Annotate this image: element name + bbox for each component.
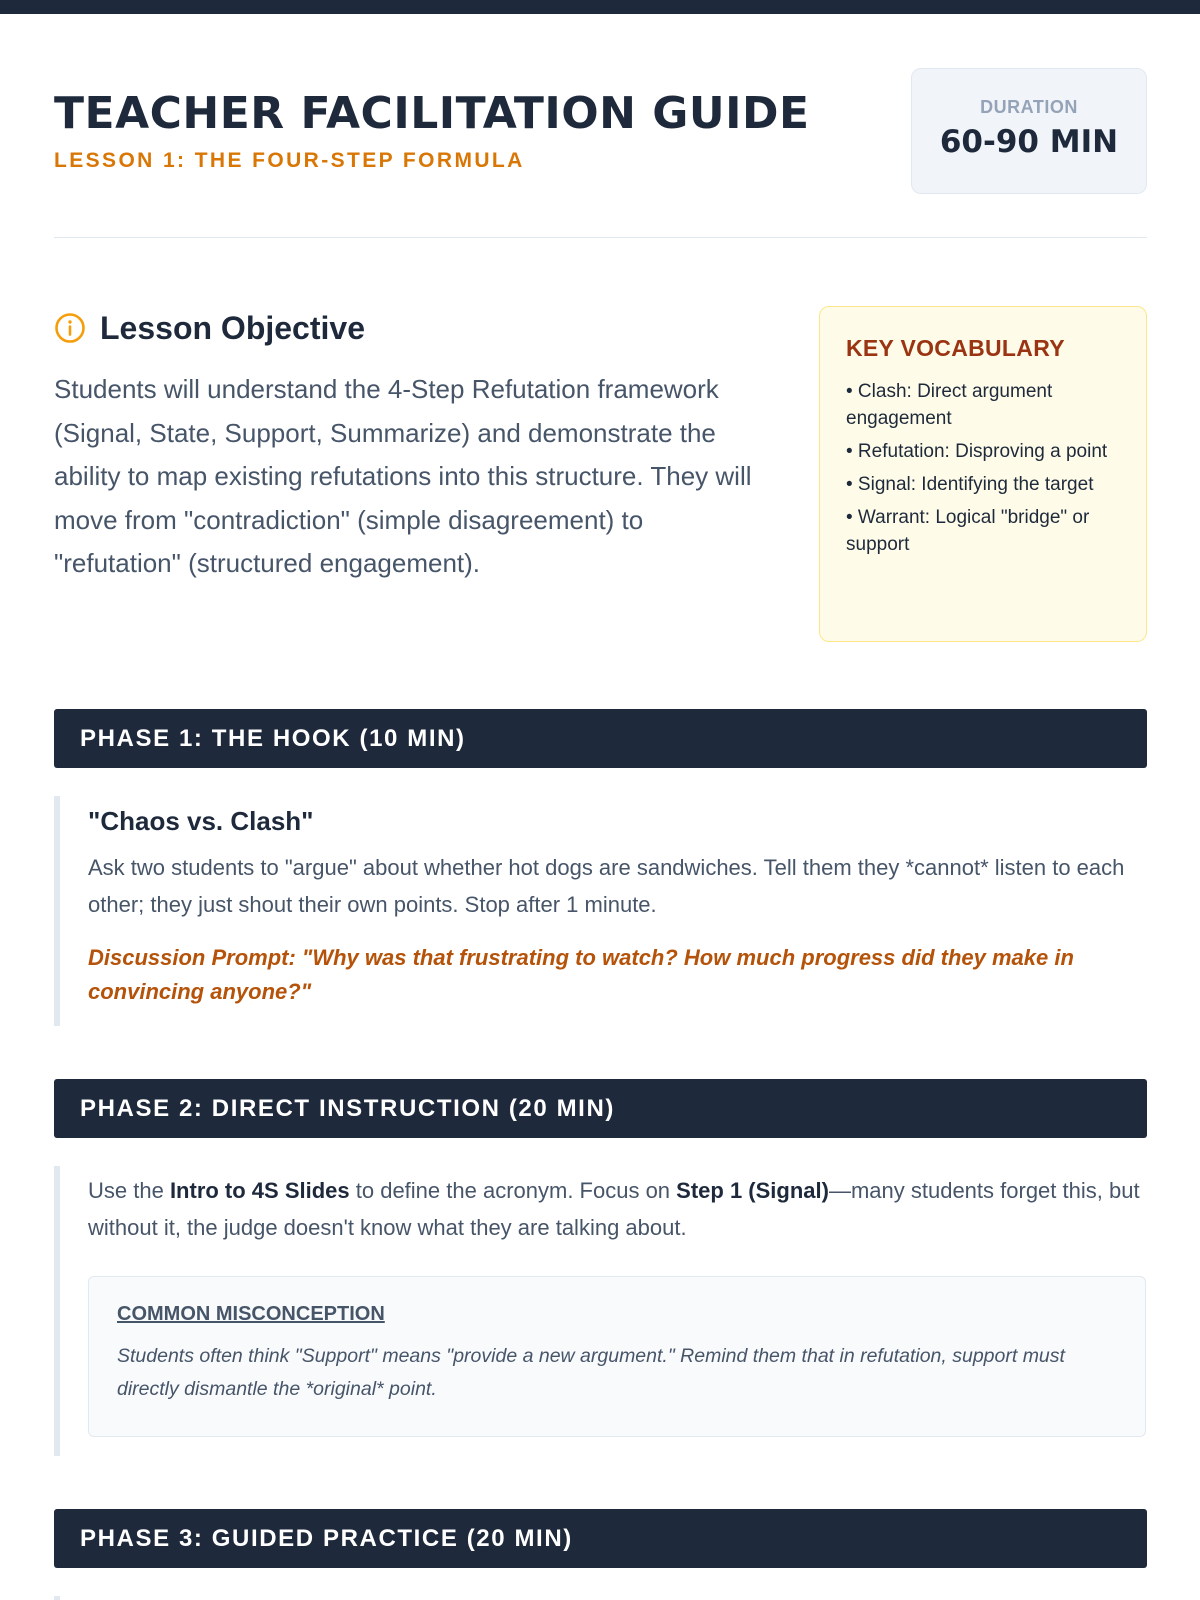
- vocabulary-item: • Warrant: Logical "bridge" or support: [846, 507, 1090, 555]
- phase-3-header: PHASE 3: GUIDED PRACTICE (20 MIN): [54, 1509, 1147, 1568]
- guide-header: [54, 66, 1147, 196]
- objective-heading: [54, 306, 754, 350]
- phase-2-body: [54, 1166, 1147, 1456]
- discussion-prompt: Discussion Prompt: "Why was that frustrating to watch? How much progress did they make in convincing anyone?": [88, 945, 1074, 1004]
- info-icon: [54, 312, 86, 344]
- vocabulary-title: KEY VOCABULARY: [846, 335, 1065, 361]
- slides-reference: Intro to 4S Slides: [169, 1178, 350, 1203]
- duration-label: DURATION: [980, 97, 1078, 117]
- vocabulary-item: • Clash: Direct argument engagement: [846, 381, 1053, 429]
- lesson-subtitle: LESSON 1: THE FOUR-STEP FORMULA: [54, 149, 525, 172]
- duration-box: [911, 68, 1147, 194]
- key-vocabulary-box: [819, 306, 1147, 642]
- vocabulary-item: • Refutation: Disproving a point: [846, 441, 1108, 462]
- top-accent-bar: [0, 0, 1200, 14]
- objective-text: Students will understand the 4-Step Refutation framework (Signal, State, Support, Summarize) and demonstrate the ability to map existing refutations into this structure. They will move from "contradiction" (simple disagreement) to "refutation" (structured engagement).: [54, 374, 752, 578]
- duration-value: 60-90 MIN: [939, 124, 1119, 160]
- instruction-text: Use the Intro to 4S Slides to define the acronym. Focus on Step 1 (Signal)—many students forget this, but without it, the judge doesn't know what they are talking about.: [88, 1178, 1140, 1240]
- phase-1-header: PHASE 1: THE HOOK (10 MIN): [54, 709, 1147, 768]
- misconception-text: Students often think "Support" means "provide a new argument." Remind them that in refutation, support must directly dismantle the *original* point.: [117, 1345, 1065, 1400]
- signal-step-reference: Step 1 (Signal): [676, 1178, 829, 1203]
- objective-title: Lesson Objective: [100, 309, 365, 346]
- phase-3-body: [54, 1596, 1147, 1600]
- vocabulary-list: [846, 378, 1120, 558]
- lesson-objective-section: [54, 306, 754, 586]
- header-divider: [54, 237, 1147, 238]
- hook-activity-text: Ask two students to "argue" about whether hot dogs are sandwiches. Tell them they *cannot* listen to each other; they just shout their own points. Stop after 1 minute.: [88, 855, 1125, 917]
- phase-2-header: PHASE 2: DIRECT INSTRUCTION (20 MIN): [54, 1079, 1147, 1138]
- misconception-title: COMMON MISCONCEPTION: [117, 1303, 385, 1325]
- vocabulary-item: • Signal: Identifying the target: [846, 474, 1094, 495]
- phase-1-body: [54, 796, 1147, 1026]
- common-misconception-box: [88, 1276, 1146, 1437]
- hook-activity-title: "Chaos vs. Clash": [88, 806, 314, 836]
- page-title: TEACHER FACILITATION GUIDE: [54, 88, 810, 139]
